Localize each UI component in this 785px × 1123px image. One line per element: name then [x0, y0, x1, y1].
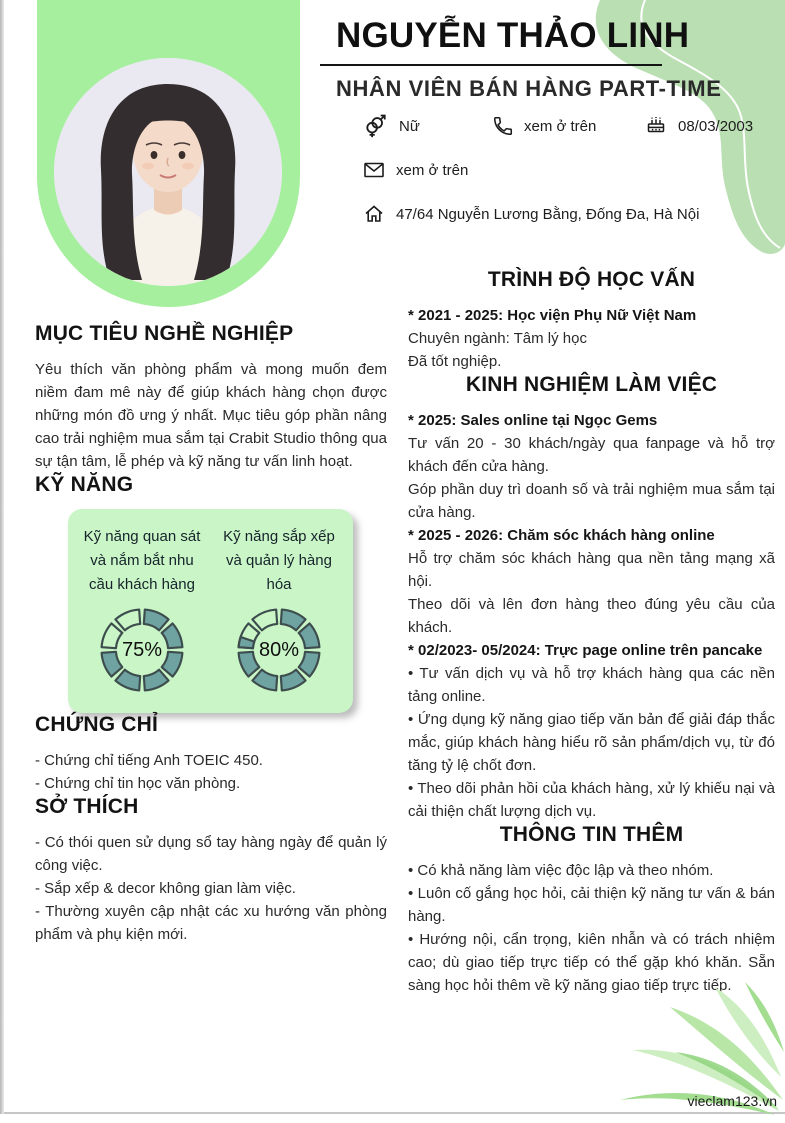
objective-text: Yêu thích văn phòng phẩm và mong muốn đem niềm đam mê này để giúp khách hàng chọn được những món đồ ưng ý nhất. Mục tiêu góp phần nâng cao trải nghiệm mua sắm tại Crabit Studio thông qua sự tận tâm, lễ phép và kỹ năng tư vấn linh hoạt. — [35, 361, 387, 470]
hobby-item: - Thường xuyên cập nhật các xu hướng văn phòng phẩm và phụ kiện mới. — [35, 903, 387, 943]
experience-entry-line: Tư vấn 20 - 30 khách/ngày qua fanpage và hỗ trợ khách đến cửa hàng. — [408, 435, 775, 475]
experience-entry-line: Hỗ trợ chăm sóc khách hàng qua nền tảng mạng xã hội. — [408, 550, 775, 590]
section-heading-additional-info: THÔNG TIN THÊM — [499, 823, 684, 846]
experience-entry-line: • Tư vấn dịch vụ và hỗ trợ khách hàng qua các nền tảng online. — [408, 665, 775, 705]
birthday-value: 08/03/2003 — [678, 117, 754, 135]
experience-entry-title: * 2025: Sales online tại Ngọc Gems — [408, 412, 658, 429]
left-column — [35, 322, 387, 946]
experience-entry-line: • Theo dõi phản hồi của khách hàng, xử lý khiếu nại và cải thiện chất lượng dịch vụ. — [408, 780, 775, 820]
contact-gender — [362, 113, 420, 140]
hobby-item: - Có thói quen sử dụng sổ tay hàng ngày để quản lý công việc. — [35, 834, 387, 874]
contact-email — [362, 158, 468, 182]
gender-value: Nữ — [399, 118, 420, 135]
experience-entry-line: Góp phần duy trì doanh số và trải nghiệm mua sắm tại cửa hàng. — [408, 481, 775, 521]
contact-address — [362, 202, 699, 226]
phone-value: xem ở trên — [524, 117, 597, 135]
certificate-item: - Chứng chỉ tin học văn phòng. — [35, 775, 241, 792]
job-title: NHÂN VIÊN BÁN HÀNG PART-TIME — [336, 76, 722, 101]
skill-label: Kỹ năng quan sát và nắm bắt nhu cầu khách hàng — [83, 528, 201, 593]
section-heading-objective: MỤC TIÊU NGHỀ NGHIỆP — [35, 322, 294, 345]
experience-entry — [408, 524, 775, 639]
experience-entry — [408, 409, 775, 524]
header — [320, 16, 740, 102]
education-entry-line: Chuyên ngành: Tâm lý học — [408, 330, 587, 347]
birthday-cake-icon — [644, 114, 668, 138]
contact-birthday — [644, 114, 753, 138]
experience-entry-title: * 2025 - 2026: Chăm sóc khách hàng online — [408, 527, 715, 544]
address-value: 47/64 Nguyễn Lương Bằng, Đống Đa, Hà Nội — [396, 205, 700, 223]
gender-icon — [362, 113, 389, 140]
phone-icon — [492, 115, 514, 137]
experience-entry — [408, 639, 775, 823]
education-entry-title: * 2021 - 2025: Học viện Phụ Nữ Việt Nam — [408, 307, 697, 324]
skill-percent: 75% — [121, 638, 163, 661]
watermark: vieclam123.vn — [687, 1093, 777, 1109]
education-entry-line: Đã tốt nghiệp. — [408, 353, 502, 370]
certificate-item: - Chứng chỉ tiếng Anh TOEIC 450. — [35, 752, 263, 769]
experience-entry-line: Theo dõi và lên đơn hàng theo đúng yêu cầu của khách. — [408, 596, 775, 636]
section-heading-skills: KỸ NĂNG — [35, 473, 134, 496]
email-value: xem ở trên — [396, 161, 469, 179]
skill-donut-chart — [97, 605, 187, 695]
skills-card — [68, 509, 353, 713]
education-entry — [408, 304, 775, 373]
right-column — [408, 268, 775, 997]
skill-donut-chart — [234, 605, 324, 695]
profile-photo — [54, 58, 282, 286]
section-heading-experience: KINH NGHIỆM LÀM VIỆC — [465, 373, 718, 396]
experience-entry-line: • Ứng dụng kỹ năng giao tiếp văn bản để giải đáp thắc mắc, giúp khách hàng hiểu rõ sản phẩm/dịch vụ, từ đó tăng tỷ lệ chốt đơn. — [408, 711, 775, 774]
page-left-edge — [0, 0, 4, 1114]
section-heading-hobbies: SỞ THÍCH — [35, 795, 139, 818]
skill-label: Kỹ năng sắp xếp và quản lý hàng hóa — [223, 528, 335, 593]
skill-item — [215, 525, 343, 695]
additional-info-item: • Luôn cố gắng học hỏi, cải thiện kỹ năng tư vấn & bán hàng. — [408, 885, 775, 925]
envelope-icon — [362, 158, 386, 182]
section-heading-certificates: CHỨNG CHỈ — [35, 713, 159, 736]
additional-info-item: • Có khả năng làm việc độc lập và theo nhóm. — [408, 862, 714, 879]
portrait-illustration — [54, 58, 282, 286]
experience-entry-title: * 02/2023- 05/2024: Trực page online trên pancake — [408, 642, 763, 659]
name-underline — [320, 64, 662, 66]
skill-percent: 80% — [258, 638, 300, 661]
candidate-name: NGUYỄN THẢO LINH — [336, 16, 690, 55]
section-heading-education: TRÌNH ĐỘ HỌC VẤN — [487, 268, 696, 291]
contact-phone — [492, 115, 596, 137]
additional-info-item: • Hướng nội, cẩn trọng, kiên nhẫn và có trách nhiệm cao; dù giao tiếp trực tiếp có thể gặp khó khăn. Sẵn sàng học hỏi thêm về kỹ năng giao tiếp trực tiếp. — [408, 931, 775, 994]
home-icon — [362, 202, 386, 226]
skill-item — [78, 525, 206, 695]
hobby-item: - Sắp xếp & decor không gian làm việc. — [35, 880, 296, 897]
